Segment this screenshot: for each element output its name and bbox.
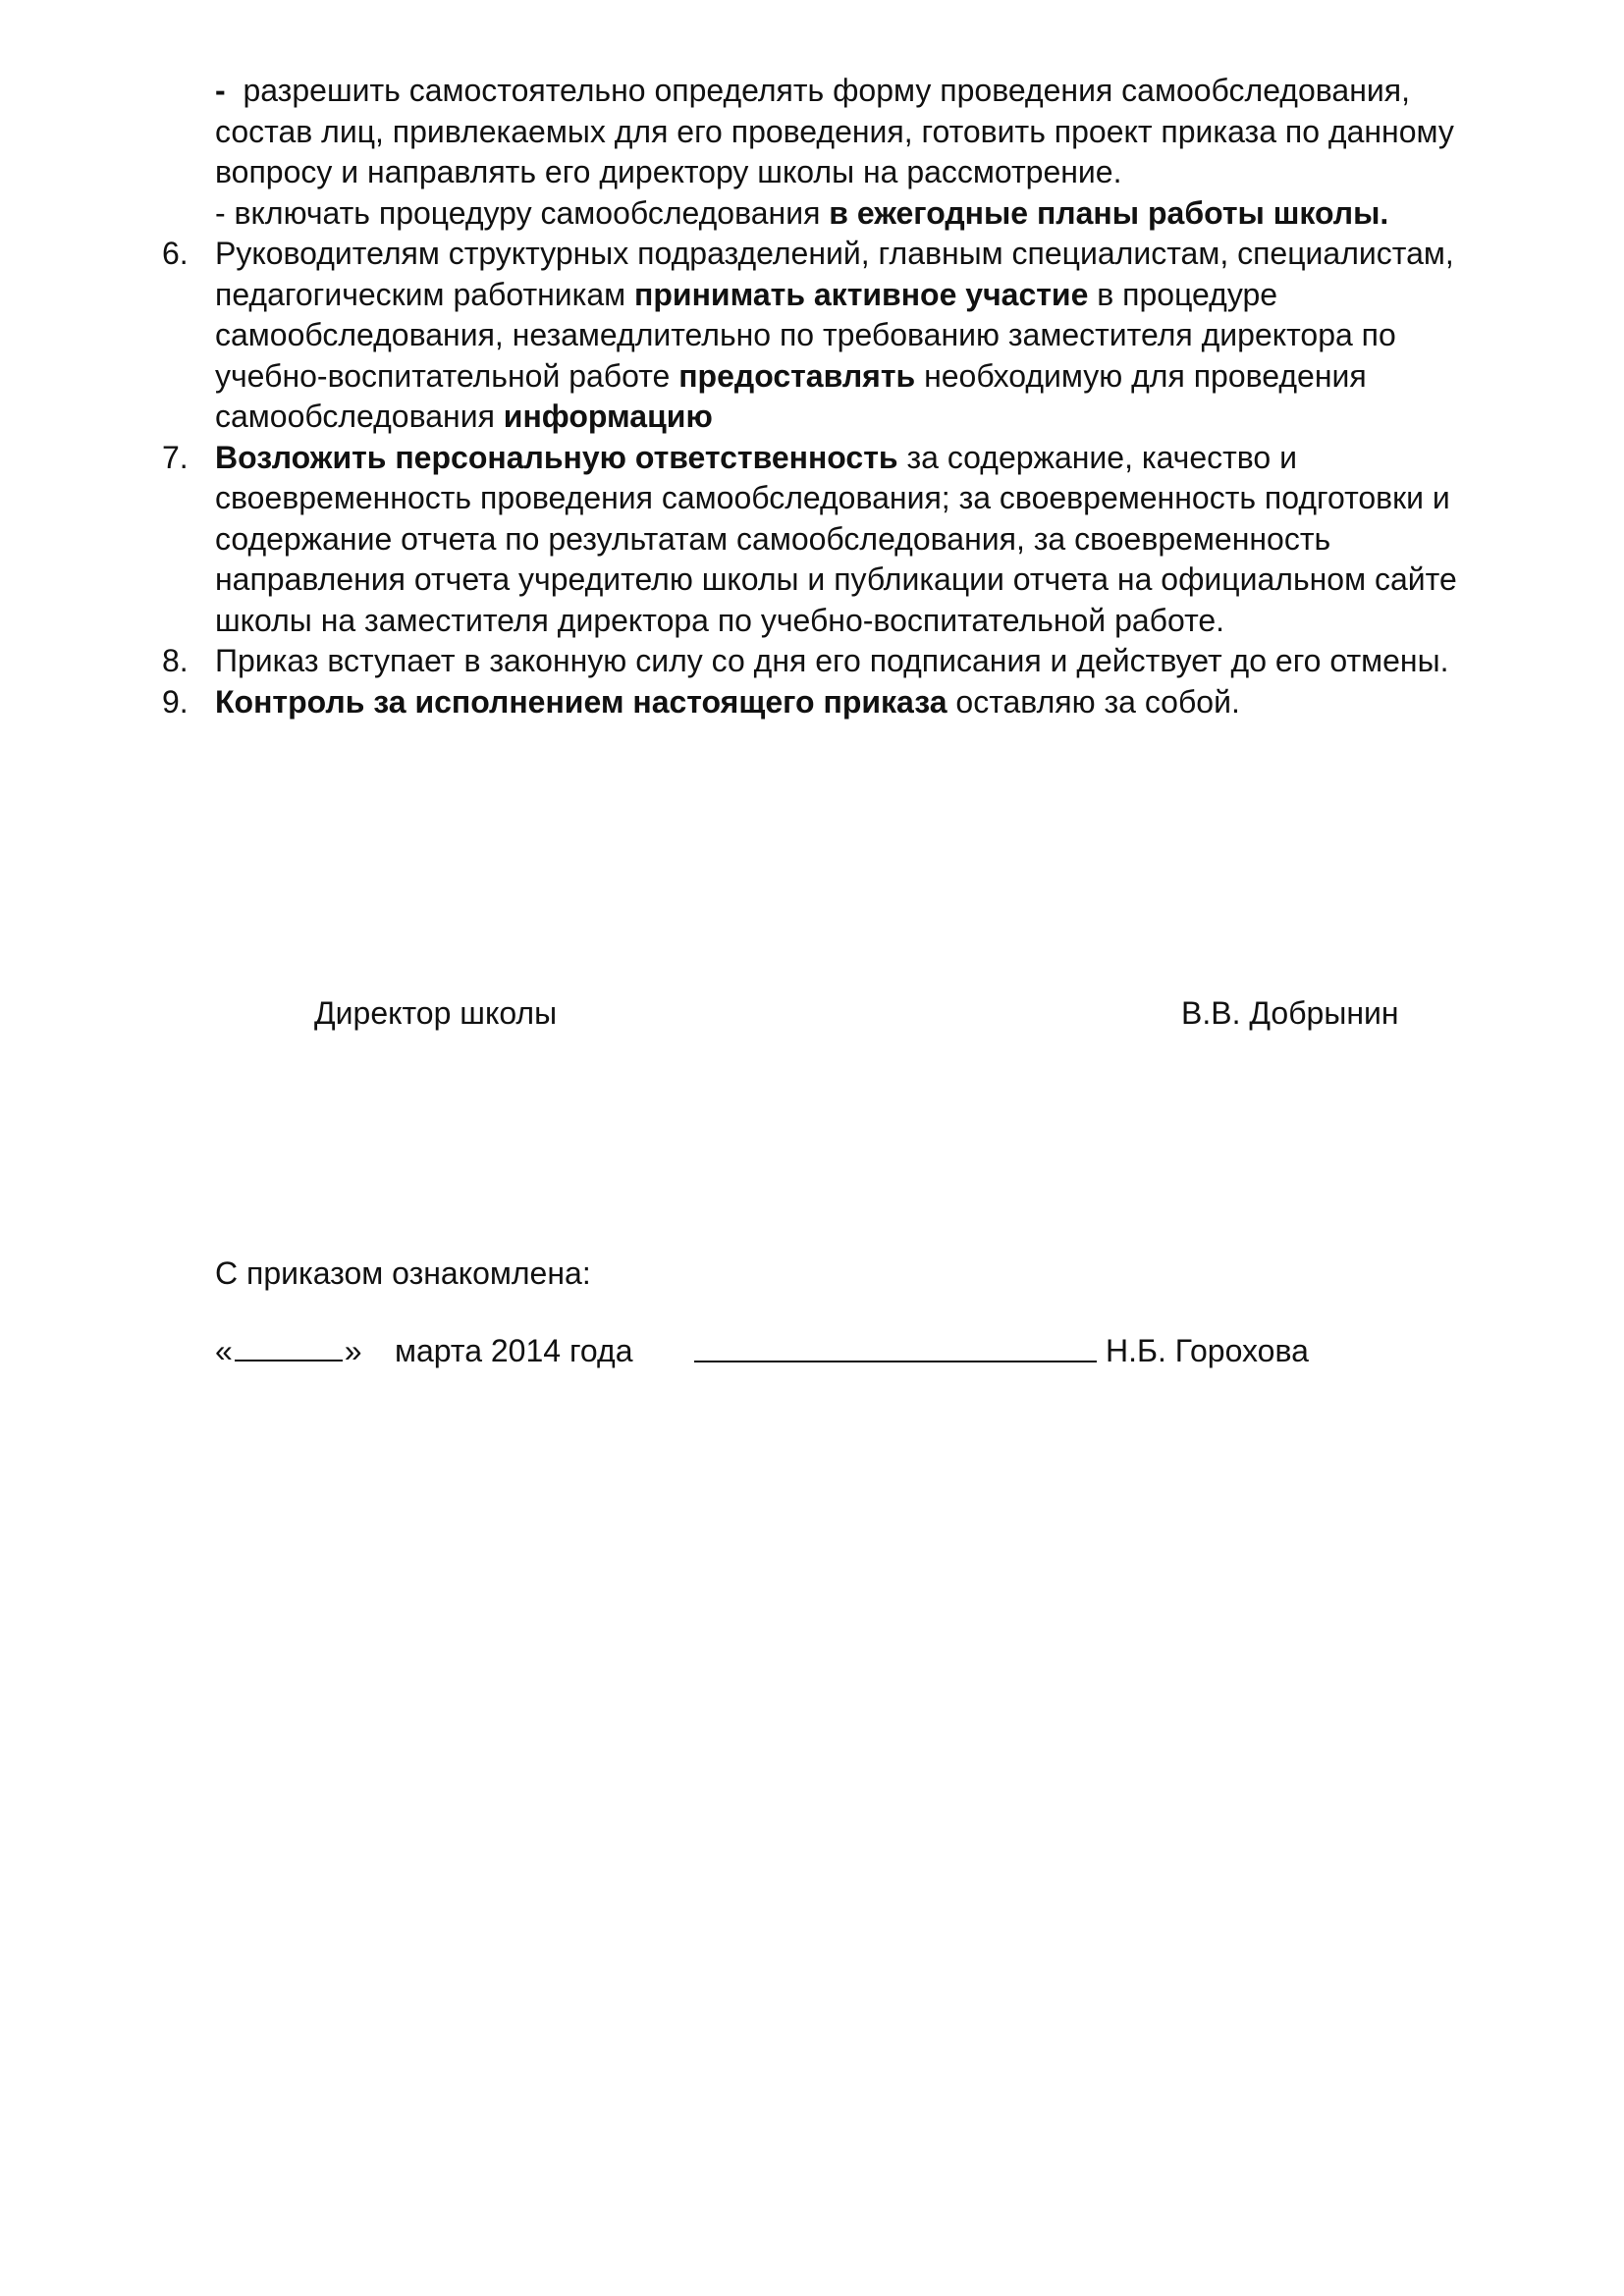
continuation-text: - включать процедуру самообследования (215, 194, 830, 231)
continuation-text: разрешить самостоятельно определять форму проведения самообследования, (243, 73, 1410, 108)
list-item-line: школы на заместителя директора по учебно-воспитательной работе. (215, 602, 1225, 638)
list-item-bold-text: Контроль за исполнением настоящего приказа (215, 683, 947, 720)
month-year-text: марта 2014 года (395, 1333, 633, 1368)
continuation-paragraph-2 (162, 193, 1556, 235)
continuation-line (215, 71, 1556, 112)
list-item-bold-text: информацию (503, 399, 713, 434)
continuation-line: состав лиц, привлекаемых для его проведения, готовить проект приказа по данному (215, 113, 1454, 149)
list-item-text: учебно-воспитательной работе (215, 357, 679, 394)
signature-blank-line (694, 1361, 1097, 1362)
list-item-body (215, 641, 1556, 682)
signatory-position: Директор школы (314, 995, 558, 1031)
list-item-body (215, 438, 1556, 642)
list-item-number: 9. (162, 683, 189, 720)
list-item-8 (162, 641, 1556, 682)
acknowledgement-label: С приказом ознакомлена: (215, 1255, 591, 1291)
list-item-text: необходимую для проведения (915, 357, 1367, 394)
list-item-bold-text: Возложить персональную ответственность (215, 439, 898, 475)
list-item-text: за содержание, качество и (897, 439, 1297, 475)
list-item-bold-text: принимать активное участие (634, 276, 1089, 312)
list-item-line (215, 275, 1556, 316)
day-blank-line (235, 1332, 343, 1362)
list-item-line: направления отчета учредителю школы и публикации отчета на официальном сайте (215, 561, 1457, 597)
quote-open: « (215, 1333, 233, 1368)
acknowledger-name: Н.Б. Горохова (1106, 1333, 1309, 1368)
list-item-line (215, 682, 1556, 723)
list-item-line: Приказ вступает в законную силу со дня его подписания и действует до его отмены. (215, 643, 1449, 678)
list-item-line: содержание отчета по результатам самообследования, за своевременность (215, 520, 1331, 557)
list-item-line: самообследования, незамедлительно по требованию заместителя директора по (215, 317, 1396, 352)
list-item-line (215, 438, 1556, 479)
continuation-line: вопросу и направлять его директору школы на рассмотрение. (215, 154, 1122, 189)
list-item-text: в процедуре (1088, 276, 1278, 312)
list-item-6 (162, 234, 1556, 438)
continuation-bold-text: в ежегодные планы работы школы. (829, 194, 1389, 231)
list-item-bold-text: предоставлять (678, 357, 916, 394)
list-item-body (215, 682, 1556, 723)
list-item-line: своевременность проведения самообследования; за своевременность подготовки и (215, 480, 1450, 515)
signatory-name: В.В. Добрынин (1181, 995, 1399, 1031)
list-item-body (215, 234, 1556, 438)
continuation-paragraph-1 (162, 71, 1556, 193)
list-item-line: Руководителям структурных подразделений, главным специалистам, специалистам, (215, 236, 1454, 271)
list-item-text: оставляю за собой. (947, 683, 1240, 720)
list-item-text: самообследования (215, 399, 504, 434)
list-item-9 (162, 682, 1556, 723)
list-item-number: 7. (162, 439, 189, 475)
list-item-number: 8. (162, 643, 189, 678)
list-item-7 (162, 438, 1556, 642)
acknowledgement-date-row (215, 1331, 1309, 1372)
list-item-line (215, 397, 1556, 438)
list-item-text: педагогическим работникам (215, 276, 635, 312)
dash-marker: - (215, 73, 226, 108)
quote-close: » (344, 1333, 362, 1368)
list-item-number: 6. (162, 236, 189, 271)
list-item-line (215, 356, 1556, 398)
order-text-block (162, 71, 1556, 722)
